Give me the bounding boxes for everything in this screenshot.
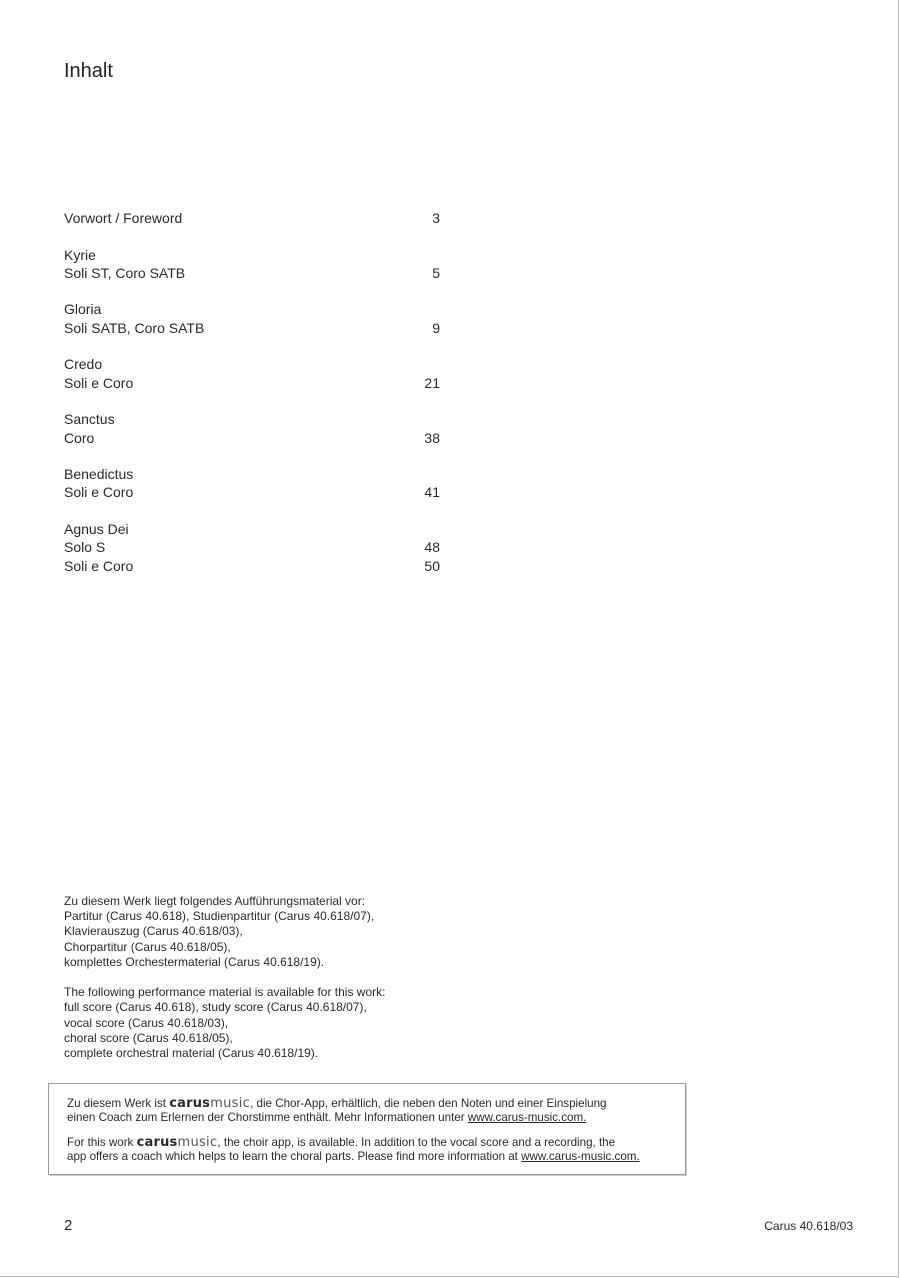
toc-page-number: 48 [424, 539, 440, 556]
toc-entry-sanctus [64, 410, 440, 447]
toc-section-title: Sanctus [64, 411, 115, 428]
performance-material [64, 894, 385, 1061]
toc-page-number: 9 [432, 319, 440, 336]
carus-music-link[interactable]: www.carus-music.com. [521, 1150, 640, 1164]
material-german [64, 894, 385, 970]
notice-german [67, 1097, 677, 1126]
page-number: 2 [64, 1217, 73, 1234]
toc-page-number: 50 [424, 557, 440, 574]
carus-music-link[interactable]: www.carus-music.com. [467, 1111, 587, 1125]
toc-page-number: 21 [424, 374, 440, 391]
toc-section-title: Kyrie [64, 246, 96, 263]
notice-text: einen Coach zum Erlernen der Chorstimme enthält. Mehr Informationen unter [67, 1111, 465, 1125]
material-line: The following performance material is available for this work: [64, 985, 386, 1000]
toc-label: Coro [64, 429, 95, 446]
toc-page-number: 3 [432, 210, 440, 226]
toc-section-title: Credo [64, 356, 103, 373]
material-line: Chorpartitur (Carus 40.618/05), [64, 939, 231, 954]
toc-entry-agnus-dei [64, 520, 440, 575]
toc-label: Vorwort / Foreword [64, 210, 183, 226]
toc-section-title: Gloria [64, 301, 102, 318]
material-english [64, 985, 385, 1061]
notice-text: , the choir app, is available. In addition to the vocal score and a recording, the [217, 1136, 616, 1149]
material-line: komplettes Orchestermaterial (Carus 40.618/19). [64, 954, 325, 969]
material-line: Klavierauszug (Carus 40.618/03), [64, 924, 243, 939]
toc-section-title: Agnus Dei [64, 521, 129, 538]
carus-music-logo: carusmusic [136, 1135, 218, 1150]
material-line: choral score (Carus 40.618/05), [64, 1030, 233, 1045]
toc-entry-credo [64, 355, 440, 392]
toc-entry-benedictus [64, 465, 440, 502]
material-line: Zu diesem Werk liegt folgendes Aufführungsmaterial vor: [64, 894, 366, 908]
toc-label: Soli e Coro [64, 484, 134, 501]
toc-page-number: 38 [424, 429, 440, 446]
notice-text: , die Chor-App, erhältlich, die neben den Noten und einer Einspielung [250, 1097, 607, 1110]
notice-text: For this work [67, 1136, 134, 1149]
carus-music-logo: carusmusic [169, 1096, 251, 1111]
toc-entry-kyrie [64, 246, 440, 283]
material-line: vocal score (Carus 40.618/03), [64, 1015, 229, 1030]
toc-entry-foreword [64, 209, 440, 227]
carus-music-notice-box [48, 1083, 686, 1175]
notice-text: app offers a coach which helps to learn the choral parts. Please find more information at [67, 1150, 518, 1164]
toc-page-number: 5 [432, 264, 440, 281]
catalog-number: Carus 40.618/03 [764, 1219, 853, 1233]
toc-label: Solo S [64, 539, 106, 556]
table-of-contents [64, 209, 440, 575]
toc-entry-gloria [64, 300, 440, 337]
page-title: Inhalt [64, 60, 113, 82]
material-line: Partitur (Carus 40.618), Studienpartitur (Carus 40.618/07), [64, 909, 375, 924]
toc-label: Soli ST, Coro SATB [64, 264, 186, 281]
notice-text: Zu diesem Werk ist [67, 1097, 166, 1110]
toc-label: Soli e Coro [64, 374, 134, 391]
material-line: full score (Carus 40.618), study score (Carus 40.618/07), [64, 1000, 367, 1015]
toc-page-number: 41 [424, 484, 440, 501]
toc-label: Soli e Coro [64, 557, 134, 574]
material-line: complete orchestral material (Carus 40.618/19). [64, 1046, 319, 1061]
toc-section-title: Benedictus [64, 466, 134, 483]
toc-label: Soli SATB, Coro SATB [64, 319, 205, 336]
notice-english [67, 1136, 677, 1165]
